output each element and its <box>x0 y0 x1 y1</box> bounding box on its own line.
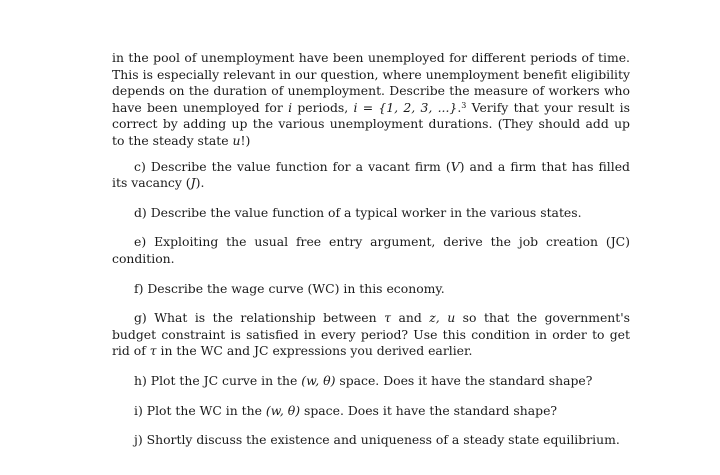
intro-text-4: Verify that your result is correct by adding up the various unemployment durations. (They should add up to the steady state <box>112 99 630 148</box>
item-e <box>112 234 630 267</box>
item-g-var-tau-2: τ <box>149 343 157 359</box>
item-c-var-v: V <box>450 158 460 174</box>
intro-paragraph <box>112 50 630 150</box>
item-g-text-3: so that the government's budget constraint is satisfied in every period? Use this condition in order to get rid of <box>112 310 631 359</box>
item-i <box>112 403 630 420</box>
item-c-text-1: c) Describe the value function for a vacant firm ( <box>134 158 451 174</box>
intro-var-i: i <box>288 99 293 115</box>
item-i-math: (w, θ) <box>265 402 301 418</box>
intro-var-u: u <box>232 132 241 148</box>
item-h-text-2: space. Does it have the standard shape? <box>335 372 593 388</box>
item-e-text: e) Exploiting the usual free entry argument, derive the job creation (JC) condition. <box>112 234 630 266</box>
item-g <box>112 310 630 360</box>
item-j-text: j) Shortly discuss the existence and uniqueness of a steady state equilibrium. <box>134 432 620 448</box>
item-g-var-zu: z, u <box>429 310 456 326</box>
item-f-text: f) Describe the wage curve (WC) in this economy. <box>134 280 445 296</box>
item-g-var-tau: τ <box>384 310 391 326</box>
intro-text-1: in the pool of unemployment have been unemployed for different periods of time. This is especially relevant in our question, where unemployment benefit eligibility depends on the duration of unemployment. Describe the measure of workers who have been unemployed for <box>112 50 630 115</box>
item-g-text-1: g) What is the relationship between <box>134 310 385 326</box>
item-h-math: (w, θ) <box>301 372 336 388</box>
item-g-text-2: and <box>390 310 430 326</box>
item-i-text-1: i) Plot the WC in the <box>134 402 266 418</box>
item-c <box>112 159 630 192</box>
item-c-text-3: ). <box>195 175 205 191</box>
intro-math-set: i = {1, 2, 3, ...} <box>353 99 458 115</box>
item-c-var-j: J <box>190 175 196 191</box>
item-d-text: d) Describe the value function of a typical worker in the various states. <box>134 204 582 220</box>
item-h-text-1: h) Plot the JC curve in the <box>134 372 302 388</box>
item-h <box>112 373 630 390</box>
footnote-marker: 3 <box>461 100 467 110</box>
document-page <box>112 50 630 449</box>
item-f <box>112 281 630 298</box>
item-d <box>112 205 630 222</box>
intro-text-2: periods, <box>292 99 354 115</box>
item-j <box>112 432 630 449</box>
item-c-text-2: ) and a firm that has filled its vacancy ( <box>112 158 630 191</box>
intro-text-3: . <box>457 99 462 115</box>
item-i-text-2: space. Does it have the standard shape? <box>300 402 558 418</box>
item-g-text-4: in the WC and JC expressions you derived earlier. <box>156 343 473 359</box>
intro-text-5: !) <box>240 132 251 148</box>
